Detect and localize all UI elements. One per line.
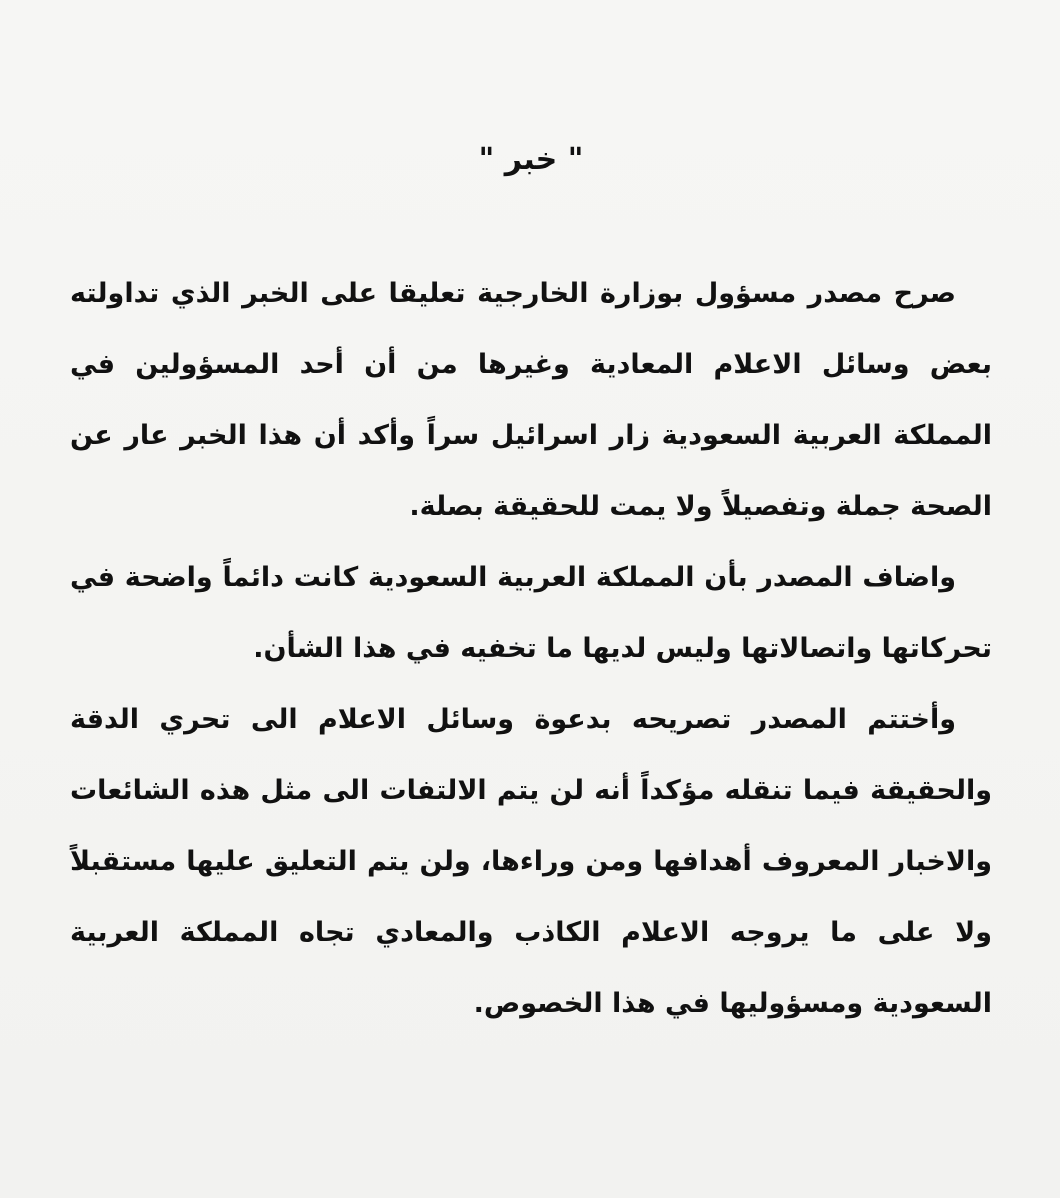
paragraph-1 <box>70 258 992 542</box>
paragraph-1-text: صرح مصدر مسؤول بوزارة الخارجية تعليقا على الخبر الذي تداولته بعض وسائل الاعلام المعادية وغيرها من أن أحد المسؤولين في المملكة العربية السعودية زار اسرائيل سراً وأكد أن هذا الخبر عار عن الصحة جملة وتفصيلاً ولا يمت للحقيقة بصلة. <box>70 278 992 522</box>
paragraph-3 <box>70 684 992 1039</box>
statement-document <box>70 130 992 1039</box>
paragraph-2 <box>70 542 992 684</box>
paragraph-2-text: واضاف المصدر بأن المملكة العربية السعودية كانت دائماً واضحة في تحركاتها واتصالاتها وليس لديها ما تخفيه في هذا الشأن. <box>70 562 992 664</box>
document-title: " خبر " <box>478 142 584 177</box>
paragraph-3-text: وأختتم المصدر تصريحه بدعوة وسائل الاعلام الى تحري الدقة والحقيقة فيما تنقله مؤكداً أنه لن يتم الالتفات الى مثل هذه الشائعات والاخبار المعروف أهدافها ومن وراءها، ولن يتم التعليق عليها مستقبلاً ولا على ما يروجه الاعلام الكاذب والمعادي تجاه المملكة العربية السعودية ومسؤوليها في هذا الخصوص. <box>70 704 992 1019</box>
